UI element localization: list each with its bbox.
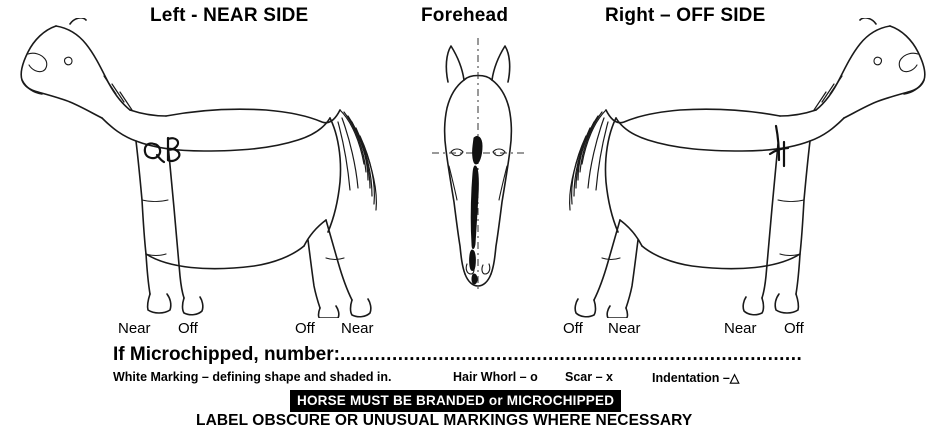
- shoulder-brand-marking: [145, 138, 180, 162]
- legend-indentation: Indentation –△: [652, 371, 740, 385]
- header-right-off-side: Right – OFF SIDE: [605, 5, 766, 26]
- legend-white-marking: White Marking – defining shape and shaded in.: [113, 370, 392, 384]
- hoof-label-left-4: Near: [341, 320, 374, 337]
- hoof-label-right-4: Off: [784, 320, 804, 337]
- legend-row: [113, 370, 843, 385]
- hindquarter-brand-marking: [770, 126, 788, 166]
- tail: [570, 110, 608, 210]
- footer-instruction: LABEL OBSCURE OR UNUSUAL MARKINGS WHERE NECESSARY: [196, 412, 693, 429]
- header-forehead: Forehead: [421, 5, 509, 26]
- hoof-label-right-2: Near: [608, 320, 641, 337]
- hoof-label-right-1: Off: [563, 320, 583, 337]
- branding-requirement-banner: HORSE MUST BE BRANDED or MICROCHIPPED: [290, 390, 621, 412]
- microchip-label: If Microchipped, number:: [113, 344, 340, 365]
- microchip-number-line: [113, 344, 802, 366]
- legend-hair-whorl: Hair Whorl – o: [453, 370, 538, 384]
- hoof-label-left-1: Near: [118, 320, 151, 337]
- tail: [338, 110, 376, 210]
- microchip-dotted-fill[interactable]: ................................................................................: [339, 344, 803, 365]
- horse-right-side-outline: [548, 18, 936, 318]
- horse-forehead-figure: [418, 38, 538, 303]
- hoof-label-left-2: Off: [178, 320, 198, 337]
- horse-head-front-outline: [418, 38, 538, 303]
- hoof-label-left-3: Off: [295, 320, 315, 337]
- horse-left-side-outline: [8, 18, 398, 318]
- face-stripe-marking: [470, 136, 482, 283]
- hoof-label-right-3: Near: [724, 320, 757, 337]
- horse-right-side-figure: [548, 18, 936, 318]
- legend-scar: Scar – x: [565, 370, 613, 384]
- header-left-near-side: Left - NEAR SIDE: [150, 5, 309, 26]
- horse-left-side-figure: [8, 18, 398, 318]
